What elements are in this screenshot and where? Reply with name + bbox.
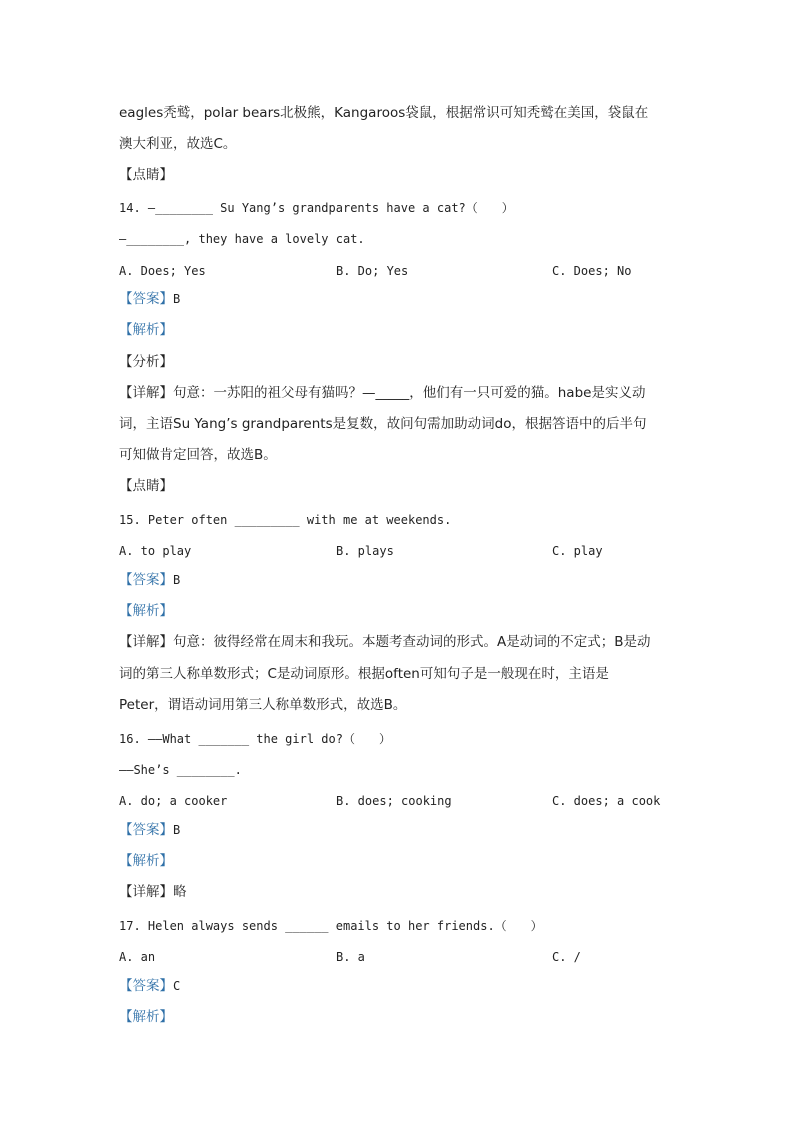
- q14-detail-line2: 词，主语Su Yang’s grandparents是复数，故问句需加助动词do，根据答语中的后半句: [119, 416, 647, 432]
- q13-dianjing-label: 【点睛】: [119, 167, 173, 183]
- q14-dianjing-label: 【点睛】: [119, 478, 173, 494]
- q17-answer-label: 【答案】: [119, 978, 173, 994]
- q17-answer-row: [119, 977, 684, 996]
- q16-detail-line1: 【详解】略: [119, 884, 187, 900]
- q17-jiexi-label: 【解析】: [119, 1009, 173, 1025]
- q14-answer-row: [119, 290, 684, 309]
- q17-option-b: B. a: [336, 950, 365, 964]
- q15-detail-line2: 词的第三人称单数形式；C是动词原形。根据often可知句子是一般现在时，主语是: [119, 666, 609, 682]
- q14-fenxi-label: 【分析】: [119, 354, 173, 370]
- q15-answer-value: B: [173, 573, 181, 587]
- q14-answer-label: 【答案】: [119, 291, 173, 307]
- q15-option-c: C. play: [552, 544, 603, 558]
- q14-jiexi-label: 【解析】: [119, 322, 173, 338]
- q14-option-b: B. Do; Yes: [336, 264, 409, 278]
- q14-detail-line3: 可知做肯定回答，故选B。: [119, 447, 277, 463]
- q14-option-a: A. Does; Yes: [119, 264, 206, 278]
- q13-explanation-line1: eagles秃鹫，polar bears北极熊，Kangaroos袋鼠，根据常识可知秃鹫在美国，袋鼠在: [119, 105, 649, 121]
- q15-option-b: B. plays: [336, 544, 394, 558]
- q16-option-a: A. do; a cooker: [119, 794, 228, 808]
- q16-stem-line1: 16. ——What _______ the girl do?（ ）: [119, 732, 391, 746]
- q16-option-b: B. does; cooking: [336, 794, 452, 808]
- q15-jiexi-label: 【解析】: [119, 603, 173, 619]
- q14-stem-line1: 14. —________ Su Yang’s grandparents have a cat?（ ）: [119, 201, 514, 215]
- q17-option-a: A. an: [119, 950, 156, 964]
- q14-answer-value: B: [173, 292, 181, 306]
- q16-answer-row: [119, 821, 684, 840]
- q16-answer-label: 【答案】: [119, 822, 173, 838]
- q16-option-c: C. does; a cook: [552, 794, 661, 808]
- q17-option-c: C. /: [552, 950, 581, 964]
- q14-option-c: C. Does; No: [552, 264, 632, 278]
- q17-stem-line1: 17. Helen always sends ______ emails to her friends.（ ）: [119, 919, 543, 933]
- q14-stem-line2: —________, they have a lovely cat.: [119, 232, 365, 246]
- q14-detail-line1: 【详解】句意：一苏阳的祖父母有猫吗？—_____，他们有一只可爱的猫。habe是实义动: [119, 385, 646, 401]
- q16-answer-value: B: [173, 823, 181, 837]
- q15-detail-line1: 【详解】句意：彼得经常在周末和我玩。本题考查动词的形式。A是动词的不定式；B是动: [119, 634, 651, 650]
- q15-answer-label: 【答案】: [119, 572, 173, 588]
- q16-stem-line2: ——She’s ________.: [119, 763, 242, 777]
- q15-answer-row: [119, 571, 684, 590]
- q16-jiexi-label: 【解析】: [119, 853, 173, 869]
- q17-answer-value: C: [173, 979, 181, 993]
- q15-detail-line3: Peter，谓语动词用第三人称单数形式，故选B。: [119, 697, 407, 713]
- q15-option-a: A. to play: [119, 544, 192, 558]
- q13-explanation-line2: 澳大利亚，故选C。: [119, 136, 237, 152]
- q15-stem-line1: 15. Peter often _________ with me at weekends.: [119, 513, 452, 527]
